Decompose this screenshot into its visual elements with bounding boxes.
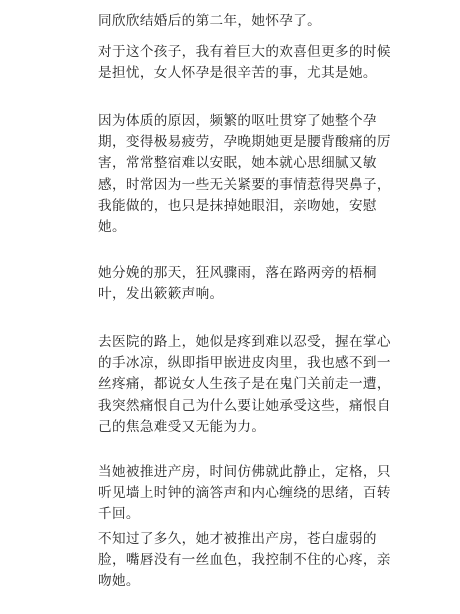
- paragraph-line: 她。: [98, 219, 126, 236]
- paragraph-line: 同欣欣结婚后的第二年，她怀孕了。: [98, 13, 322, 29]
- paragraph-line: 期，变得极易疲劳，孕晚期她更是腰背酸痛的厉: [98, 134, 391, 151]
- paragraph-4: [98, 263, 380, 305]
- paragraph-7: [98, 529, 391, 593]
- paragraph-line: 我突然痛恨自己为什么要让她承受这些，痛恨自: [98, 397, 391, 414]
- paragraph-3: [98, 111, 391, 238]
- paragraph-line: 她分娩的那天，狂风骤雨，落在路两旁的梧桐: [98, 265, 377, 281]
- paragraph-line: 是担忧，女人怀孕是很辛苦的事，尤其是她。: [98, 65, 377, 82]
- paragraph-line: 脸，嘴唇没有一丝血色，我控制不住的心疼，亲: [98, 552, 391, 569]
- paragraph-line: 听见墙上时钟的滴答声和内心缠绕的思绪，百转: [98, 485, 391, 502]
- paragraph-line: 当她被推进产房，时间仿佛就此静止，定格，只: [98, 464, 391, 480]
- paragraph-line: 对于这个孩子，我有着巨大的欢喜但更多的时候: [98, 44, 391, 60]
- paragraph-5: [98, 332, 391, 438]
- paragraph-1: [98, 11, 380, 32]
- paragraph-line: 去医院的路上，她似是疼到难以忍受，握在掌心: [98, 334, 391, 350]
- paragraph-line: 叶，发出簌簌声响。: [98, 286, 224, 303]
- paragraph-line: 我能做的，也只是抹掉她眼泪，亲吻她，安慰: [98, 197, 377, 214]
- paragraph-2: [98, 42, 391, 84]
- paragraph-line: 己的焦急难受又无能为力。: [98, 418, 266, 435]
- paragraph-line: 吻她。: [98, 573, 140, 590]
- paragraph-line: 不知过了多久，她才被推出产房，苍白虚弱的: [98, 531, 377, 547]
- paragraph-line: 感，时常因为一些无关紧要的事情惹得哭鼻子，: [98, 176, 391, 193]
- paragraph-line: 的手冰凉，纵即指甲嵌进皮肉里，我也感不到一: [98, 355, 391, 372]
- paragraph-line: 因为体质的原因，频繁的呕吐贯穿了她整个孕: [98, 113, 377, 129]
- paragraph-line: 丝疼痛，都说女人生孩子是在鬼门关前走一遭，: [98, 376, 391, 393]
- paragraph-line: 害，常常整宿难以安眠，她本就心思细腻又敏: [98, 155, 377, 172]
- paragraph-6: [98, 462, 391, 526]
- paragraph-line: 千回。: [98, 506, 140, 523]
